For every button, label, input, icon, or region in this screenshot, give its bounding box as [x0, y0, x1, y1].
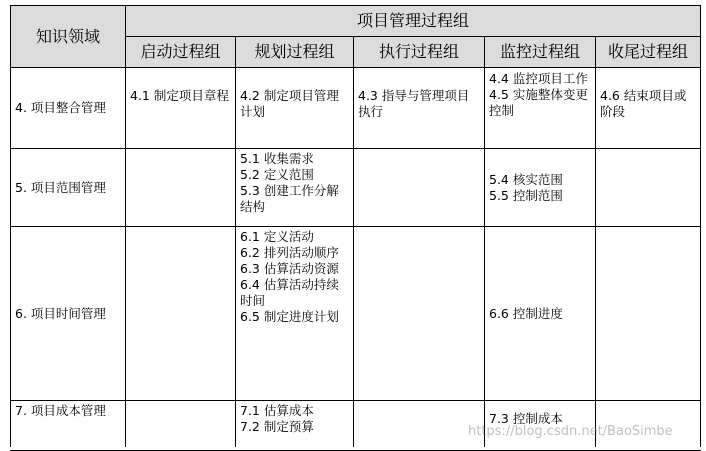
knowledge-area-cell: [11, 68, 126, 149]
cell-text: 5.2 定义范围: [240, 167, 314, 182]
table-row: [11, 68, 701, 149]
cell-text: 6.1 定义活动: [240, 229, 314, 244]
table-cell: [596, 227, 701, 401]
cell-text: 5.4 核实范围: [489, 171, 563, 187]
table-cell: [485, 149, 596, 227]
table-cell: [236, 68, 354, 149]
knowledge-area-cell: [11, 227, 126, 401]
table-cell: [354, 68, 485, 149]
table-cell: [236, 401, 354, 451]
cell-text: 6.2 排列活动顺序: [240, 245, 339, 260]
process-group-table: [10, 5, 701, 451]
column-header: 规划过程组: [236, 37, 354, 68]
table-cell: [354, 401, 485, 451]
knowledge-area-cell: [11, 149, 126, 227]
cell-text: 4. 项目整合管理: [15, 100, 106, 115]
process-group-header: 项目管理过程组: [126, 6, 701, 37]
cell-text: 5.3 创建工作分解结构: [240, 183, 339, 214]
cell-text: 7.2 制定预算: [240, 419, 314, 434]
cell-text: 4.1 制定项目章程: [130, 88, 229, 103]
cell-text: 6.6 控制进度: [489, 305, 563, 321]
cell-text: 4.6 结束项目或阶段: [600, 88, 687, 119]
table-cell: [126, 401, 236, 451]
cell-text: 7.3 控制成本: [489, 411, 563, 426]
table-cell: [485, 227, 596, 401]
cell-text: 4.4 监控项目工作: [489, 71, 588, 86]
cell-text: 6.3 估算活动资源: [240, 261, 339, 276]
table-cell: [485, 68, 596, 149]
table-row: [11, 149, 701, 227]
table-cell: [126, 149, 236, 227]
column-header: 执行过程组: [354, 37, 485, 68]
knowledge-area-header: 知识领域: [11, 6, 126, 68]
cell-text: 6.4 估算活动持续时间: [240, 277, 339, 308]
cell-text: 5.5 控制范围: [489, 187, 563, 203]
table-cell: [596, 149, 701, 227]
table-cell: [236, 149, 354, 227]
table-cell: [126, 227, 236, 401]
cell-text: 6. 项目时间管理: [15, 305, 106, 321]
cell-text: 5.1 收集需求: [240, 151, 314, 166]
table-cell: [596, 68, 701, 149]
cell-text: 4.2 制定项目管理计划: [240, 88, 339, 119]
cell-text: 4.5 实施整体变更控制: [489, 87, 588, 118]
table-body: [11, 68, 701, 451]
watermark-text: https://blog.csdn.net/BaoSimbe: [468, 424, 673, 439]
column-header: 监控过程组: [485, 37, 596, 68]
column-header: 收尾过程组: [596, 37, 701, 68]
process-table-wrapper: [10, 5, 700, 451]
column-header: 启动过程组: [126, 37, 236, 68]
cell-text: 5. 项目范围管理: [15, 179, 106, 195]
table-cell: [354, 227, 485, 401]
cell-text: 6.5 制定进度计划: [240, 309, 339, 324]
cell-text: 4.3 指导与管理项目执行: [358, 88, 470, 119]
table-row: [11, 227, 701, 401]
table-cell: [354, 149, 485, 227]
cell-text: 7.1 估算成本: [240, 403, 314, 418]
table-cell: [126, 68, 236, 149]
cell-text: 7. 项目成本管理: [15, 403, 106, 418]
table-cell: [236, 227, 354, 401]
knowledge-area-cell: [11, 401, 126, 451]
